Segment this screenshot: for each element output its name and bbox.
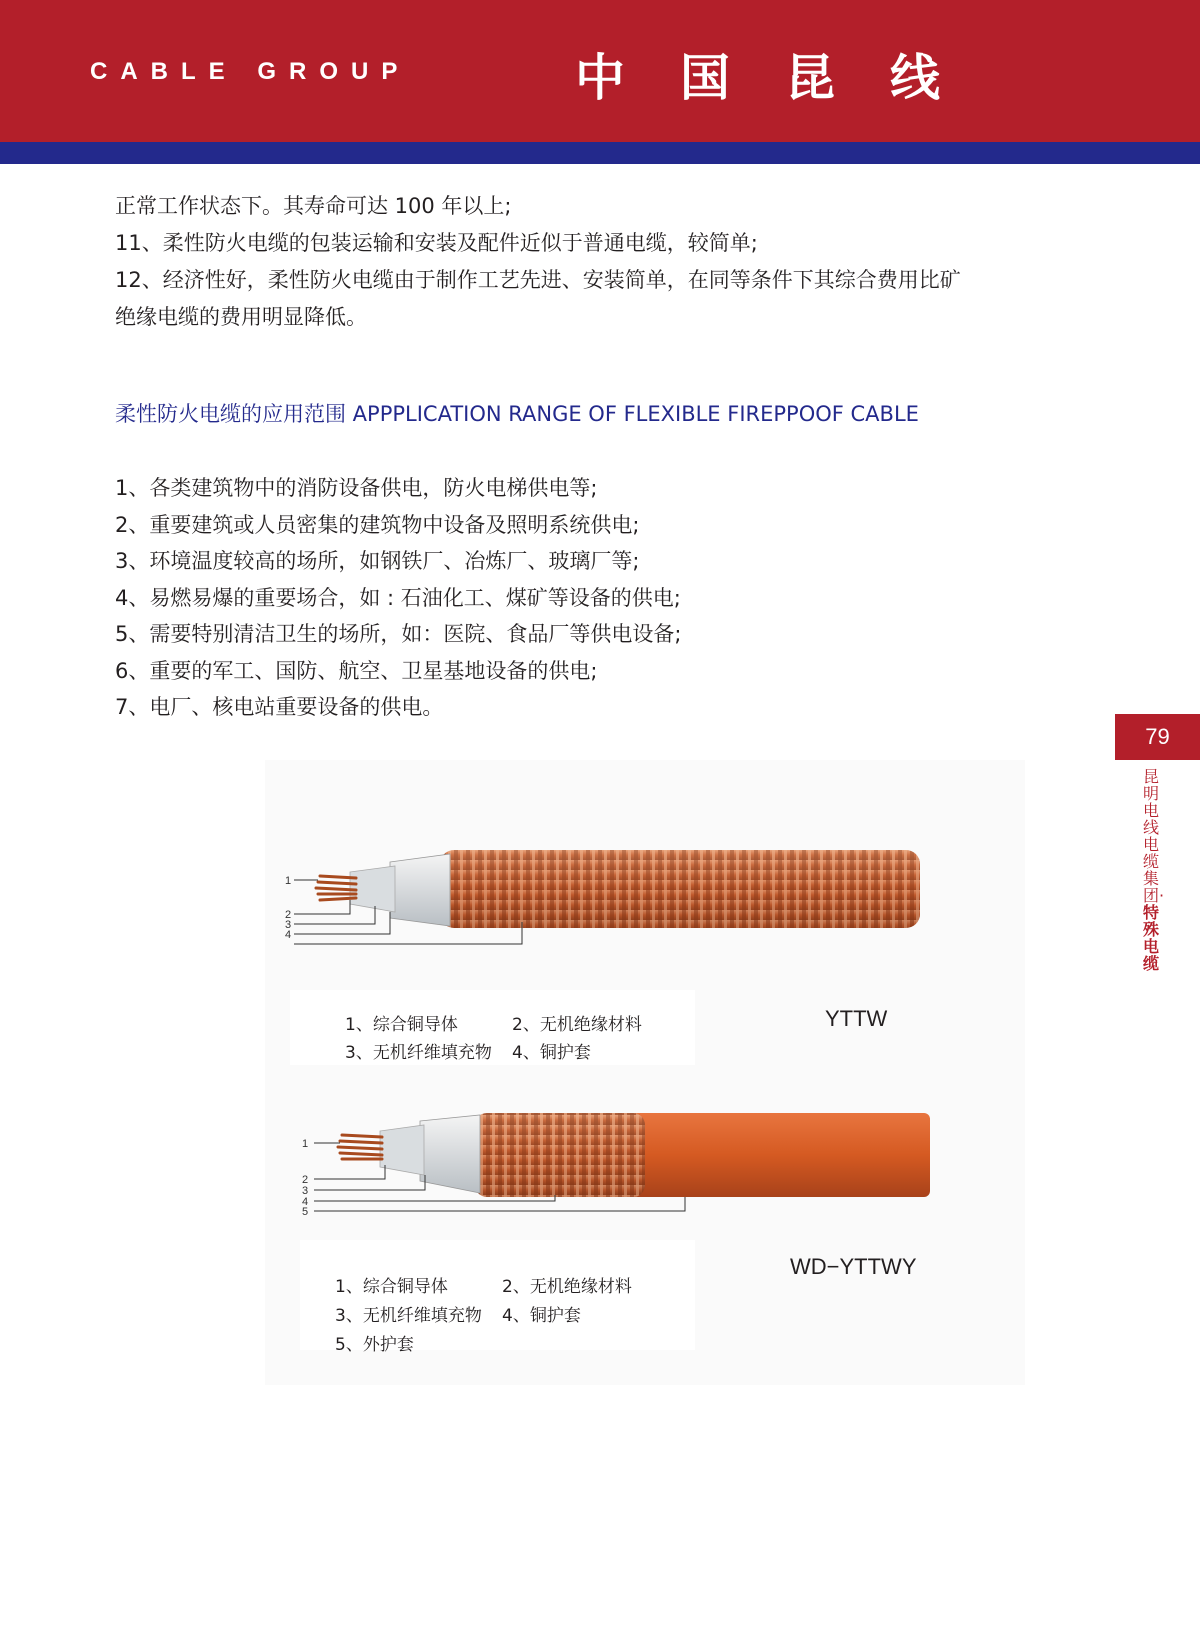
callout-number: 5 xyxy=(302,1206,309,1218)
intro-line: 12、经济性好，柔性防火电缆由于制作工艺先进、安装简单，在同等条件下其综合费用比矿 xyxy=(115,268,961,292)
callout-number: 4 xyxy=(302,1196,309,1208)
callout-number: 4 xyxy=(285,929,292,941)
intro-line: 正常工作状态下。其寿命可达 100 年以上; xyxy=(115,194,512,218)
list-item: 5、需要特别清洁卫生的场所，如：医院、食品厂等供电设备; xyxy=(115,622,682,646)
list-item: 2、重要建筑或人员密集的建筑物中设备及照明系统供电; xyxy=(115,512,640,537)
callout-number: 3 xyxy=(302,1185,309,1197)
side-label-company: 昆明电线电缆集团 xyxy=(1143,767,1160,905)
section-title: 柔性防火电缆的应用范围 APPPLICATION RANGE OF FLEXIBLE FIREPPOOF CABLE xyxy=(115,402,919,426)
caption: 5、外护套 xyxy=(335,1335,414,1355)
cable-illustration-wd-yttwy xyxy=(302,1115,950,1250)
cable-illustration-yttw xyxy=(285,860,950,990)
callout-number: 2 xyxy=(302,1174,309,1186)
caption: 1、综合铜导体 xyxy=(335,1277,448,1297)
brand-chinese: 中国昆线 xyxy=(575,49,995,107)
callout-number: 1 xyxy=(285,875,292,887)
side-label-category: 特殊电缆 xyxy=(1143,903,1160,973)
caption: 4、铜护套 xyxy=(512,1043,591,1063)
callout-number: 1 xyxy=(302,1138,309,1150)
caption: 2、无机绝缘材料 xyxy=(512,1015,642,1035)
list-item: 7、电厂、核电站重要设备的供电。 xyxy=(115,695,444,719)
caption: 2、无机绝缘材料 xyxy=(502,1277,632,1297)
list-item: 3、环境温度较高的场所，如钢铁厂、冶炼厂、玻璃厂等; xyxy=(115,549,640,573)
side-label xyxy=(1143,768,1165,972)
side-label-dot: · xyxy=(1159,886,1165,905)
caption: 1、综合铜导体 xyxy=(345,1015,458,1035)
brand-english: CABLE GROUP xyxy=(90,58,411,85)
page-number: 79 xyxy=(1115,714,1200,760)
intro-line: 11、柔性防火电缆的包装运输和安装及配件近似于普通电缆，较简单; xyxy=(115,231,758,255)
model-label: WD−YTTWY xyxy=(790,1254,917,1279)
model-label: YTTW xyxy=(825,1006,888,1031)
list-item: 1、各类建筑物中的消防设备供电，防火电梯供电等; xyxy=(115,476,598,500)
page-header-stripe xyxy=(0,142,1200,164)
application-list xyxy=(115,470,681,726)
caption: 4、铜护套 xyxy=(502,1306,581,1326)
caption: 3、无机纤维填充物 xyxy=(335,1306,482,1326)
intro-line: 绝缘电缆的费用明显降低。 xyxy=(115,305,367,329)
list-item: 4、易燃易爆的重要场合，如 : 石油化工、煤矿等设备的供电; xyxy=(115,585,681,610)
list-item: 6、重要的军工、国防、航空、卫星基地设备的供电; xyxy=(115,658,598,683)
callout-number: 3 xyxy=(285,919,292,931)
caption: 3、无机纤维填充物 xyxy=(345,1043,492,1063)
callout-number: 2 xyxy=(285,909,292,921)
